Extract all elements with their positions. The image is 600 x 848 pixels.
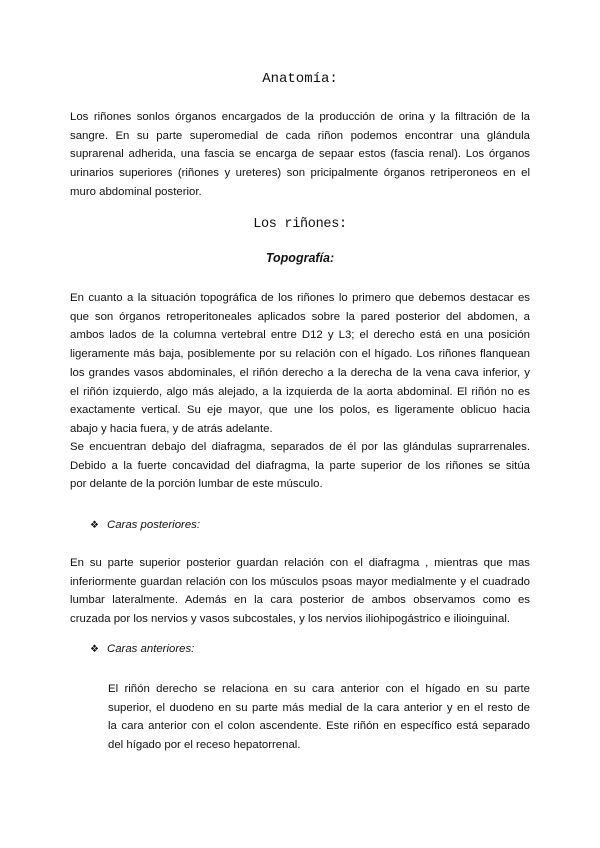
text-line: En cuanto a la situación topográfica de los riñones lo primero que debemos destacar es [70, 292, 530, 304]
text-line: que son órganos retroperitoneales aplicados sobre la pared posterior del abdomen, a [70, 310, 530, 323]
bullet-label: Caras posteriores: [106, 519, 201, 531]
text-line: lumbar lateralmente. Además en la cara posterior de ambos observamos como es [70, 594, 530, 607]
text-line: el riñón izquierdo, algo más alejado, a la izquierda de la aorta abdominal. El riñón no es [70, 385, 530, 398]
text-line: sangre. En su parte superomedial de cada riñon podemos encontrar una glándula [70, 129, 530, 142]
text-line: superior, el duodeno en su parte más medial de la cara anterior y en el resto de [108, 701, 530, 714]
text-line: la cara anterior con el colon ascendente. Este riñón en específico está separado [108, 720, 530, 733]
text-line: ambos lados de la columna vertebral entre D12 y L3; el derecho está en una posición [70, 329, 530, 342]
subsection-heading: Topografía: [265, 251, 335, 265]
bullet-label: Caras anteriores: [106, 643, 195, 655]
diamond-bullet-icon: ❖ [90, 520, 99, 531]
text-line: Debido a la fuerte concavidad del diafragma, la parte superior de los riñones se sitúa [70, 459, 530, 472]
topografia-paragraph-2 [70, 438, 530, 494]
text-line: ligeramente más baja, posiblemente por su relación con el hígado. Los riñones flanquean [70, 348, 530, 361]
text-line: cruzada por los nervios y vasos subcostales, y los nervios iliohipogástrico e ilioinguinal. [70, 613, 511, 626]
text-line: los grandes vasos abdominales, el riñón derecho a la derecha de la vena cava inferior, y [70, 366, 530, 379]
text-line: El riñón derecho se relaciona en su cara anterior con el hígado en su parte [108, 683, 530, 695]
bullet-caras-anteriores [90, 643, 194, 655]
page-title: Anatomía: [262, 71, 338, 87]
text-line: Se encuentran debajo del diafragma, separados de él por las glándulas suprarrenales. [70, 441, 530, 453]
text-line: abajo y hacia fuera, y de atrás adelante. [70, 422, 273, 435]
text-line: inferiormente guardan relación con los músculos psoas mayor medialmente y el cuadrado [70, 575, 530, 588]
text-line: muro abdominal posterior. [70, 185, 202, 198]
text-line: Los riñones sonlos órganos encargados de la producción de orina y la filtración de la [70, 111, 530, 123]
bullet-caras-posteriores [90, 519, 200, 531]
diamond-bullet-icon: ❖ [90, 644, 99, 655]
intro-paragraph [70, 108, 530, 202]
section-heading: Los riñones: [253, 217, 347, 232]
text-line: En su parte superior posterior guardan relación con el diafragma , mientras que mas [70, 557, 530, 569]
text-line: urinarios superiores (riñones y ureteres) son pricipalmente órganos retriperoneos en el [70, 167, 530, 180]
posteriores-paragraph [70, 554, 530, 629]
anteriores-paragraph [108, 680, 530, 755]
text-line: por delante de la porción lumbar de este músculo. [70, 478, 323, 491]
text-line: exactamente vertical. Su eje mayor, que une los polos, es ligeramente oblicuo hacia [70, 404, 530, 417]
text-line: suprarenal adherida, una fascia se encarga de sepaar estos (fascia renal). Los órganos [70, 148, 530, 161]
topografia-paragraph-1 [70, 289, 530, 439]
text-line: del hígado por el receso hepatorrenal. [108, 739, 301, 752]
